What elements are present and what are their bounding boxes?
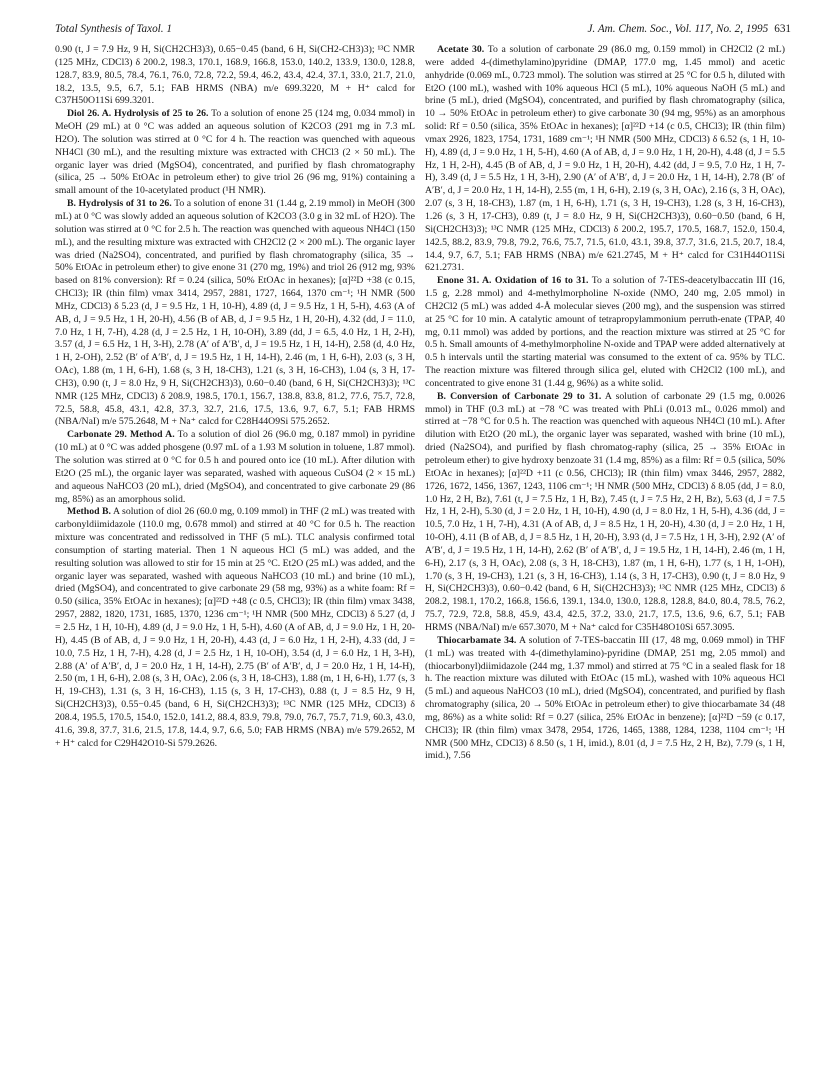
journal-reference: J. Am. Chem. Soc., Vol. 117, No. 2, 1995 <box>587 23 769 35</box>
paragraph <box>425 391 785 635</box>
paragraph-text: To a solution of 7-TES-deacetylbaccatin III (16, 1.5 g, 2.28 mmol) and 4-methylmorpholine N-oxide (NMO, 240 mg, 2.05 mmol) in CH2Cl2 (5 mL) was added 4-Å molecular sieves (200 mg), and the suspension was stirred at 25 °C for 10 min. A catalytic amount of tetrapropylammonium perruth-enate (TPAP, 40 mg, 0.11 mmol) was added by portions, and the reaction mixture was stirred at 25 °C for 0.5 h. Small amounts of 4-methylmorpholine N-oxide and TPAP were added alternatively at 0.5 h intervals until the starting material was consumed to the extent of ca. 95% by TLC. The reaction mixture was filtered through silica gel, eluted with CH2Cl2 (100 mL), and concentrated to give enone 31 (1.44 g, 96%) as a white solid. <box>425 275 785 389</box>
paragraph <box>55 198 415 429</box>
left-column <box>55 44 415 750</box>
paragraph-text: A solution of carbonate 29 (1.5 mg, 0.0026 mmol) in THF (0.3 mL) at −78 °C was treated with PhLi (0.013 mL, 0.026 mmol) and stirred at −78 °C for 0.5 h. The reaction was quenched with aqueous NH4Cl (10 mL). After dilution with Et2O (20 mL), the organic layer was separated, washed with brine (10 mL), dried (Na2SO4), and purified by flash chromatog-raphy (silica, 25 → 35% EtOAc in petroleum ether) to give hydroxy benzoate 31 (1.4 mg, 85%) as a film: Rf = 0.5 (silica, 50% EtOAc in hexanes); [α]²²D +11 (c 0.56, CHCl3); IR (thin film) νmax 3446, 2957, 2882, 1726, 1672, 1456, 1367, 1243, 1106 cm⁻¹; ¹H NMR (500 MHz, CDCl3) δ 8.05 (dd, J = 8.0, 1.0 Hz, 2 H, Bz), 7.61 (t, J = 7.5 Hz, 1 H, Bz), 7.45 (t, J = 7.5 Hz, 2 H, Bz), 5.63 (d, J = 7.5 Hz, 1 H, 2-H), 5.30 (d, J = 2.0 Hz, 1 H, 10-H), 4.90 (d, J = 8.0 Hz, 1 H, 5-H), 4.36 (dd, J = 10.5, 7.0 Hz, 1 H, 7-H), 4.31 (A of AB, d, J = 8.5 Hz, 1 H, 20-H), 4.30 (d, J = 2.0 Hz, 1 H, 10-OH), 4.11 (B of AB, d, J = 8.5 Hz, 1 H, 20-H), 3.93 (d, J = 7.5 Hz, 1 H, 3-H), 2.92 (A′ of A′B′, d, J = 19.5 Hz, 1 H, 14-H), 2.62 (B′ of A′B′, d, J = 19.5 Hz, 1 H, 14-H), 2.46 (m, 1 H, 6-H), 2.17 (s, 3 H, OAc), 2.08 (s, 3 H, 18-CH3), 1.87 (m, 1 H, 6-H), 1.77 (s, 1 H, 1-OH), 1.70 (s, 3 H, 19-CH3), 1.21 (s, 3 H, 16-CH3), 1.14 (s, 3 H, 17-CH3), 0.90 (t, J = 8.0 Hz, 9 H, Si(CH2CH3)3), 0.60−0.42 (band, 6 H, Si(CH2CH3)3); ¹³C NMR (125 MHz, CDCl3) δ 208.2, 198.1, 170.2, 166.8, 156.6, 139.1, 134.0, 130.0, 128.8, 128.8, 84.0, 80.4, 78.5, 76.2, 75.7, 72.9, 72.8, 58.8, 45.9, 43.4, 42.5, 37.2, 33.0, 21.7, 17.5, 13.6, 9.6, 6.7, 5.1; FAB HRMS (NBA/NaI) m/e 657.3070, M + Na⁺ calcd for C35H48O10Si 657.3095. <box>425 390 785 633</box>
paragraph <box>55 429 415 506</box>
paragraph-heading: Diol 26. A. Hydrolysis of 25 to 26. <box>67 108 209 120</box>
paragraph-heading: B. Hydrolysis of 31 to 26. <box>67 198 172 210</box>
page-header <box>55 21 791 37</box>
paragraph <box>425 44 785 275</box>
journal-citation <box>587 21 791 37</box>
right-column <box>425 44 785 763</box>
paragraph-heading: Acetate 30. <box>437 44 485 55</box>
paragraph-text: 0.90 (t, J = 7.9 Hz, 9 H, Si(CH2CH3)3), 0.65−0.45 (band, 6 H, Si(CH2-CH3)3); ¹³C NMR (125 MHz, CDCl3) δ 200.2, 198.3, 170.1, 168.9, 166.8, 153.0, 140.2, 133.9, 130.0, 128.8, 128.7, 83.9, 80.5, 78.4, 76.1, 76.0, 72.8, 72.2, 59.4, 46.2, 43.4, 42.4, 37.1, 33.0, 21.7, 21.0, 18.2, 13.5, 9.5, 6.7, 5.1; FAB HRMS (NBA) m/e 699.3220, M + H⁺ calcd for C37H50O11Si 699.3201. <box>55 44 415 107</box>
paragraph <box>55 506 415 750</box>
paragraph-heading: Method B. <box>67 506 111 518</box>
paragraph-text: To a solution of enone 25 (124 mg, 0.034 mmol) in MeOH (29 mL) at 0 °C was added an aqueous solution of K2CO3 (291 mg in 7.3 mL H2O). The solution was stirred at 0 °C for 4 h. The reaction was quenched with aqueous NH4Cl (30 mL), and the resulting mixture was extracted with CHCl3 (2 × 50 mL). The organic layer was dried (MgSO4), concentrated, and purified by flash chromatography (silica, 25 → 50% EtOAc in petroleum ether) to give triol 26 (96 mg, 91%) containing a small amount of the 10-acetylated product (¹H NMR). <box>55 108 415 197</box>
paragraph-text: To a solution of diol 26 (96.0 mg, 0.187 mmol) in pyridine (10 mL) at 0 °C was added phosgene (0.97 mL of a 1.93 M solution in toluene, 1.87 mmol). The solution was stirred at 0 °C for 0.5 h and poured onto ice (10 mL). After dilution with Et2O (25 mL), the organic layer was separated, washed with aqueous CuSO4 (2 × 15 mL) and aqueous NaHCO3 (20 mL), dried (MgSO4), and concentrated to give carbonate 29 (86 mg, 85%) as an amorphous solid. <box>55 429 416 505</box>
paragraph-text: To a solution of enone 31 (1.44 g, 2.19 mmol) in MeOH (300 mL) at 0 °C was slowly added an aqueous solution of K2CO3 (3.0 g in 32 mL of H2O). The solution was stirred at 0 °C for 2.5 h. The reaction was quenched with aqueous NH4Cl (150 mL), and the resulting mixture was extracted with CH2Cl2 (2 × 200 mL). The organic layer was dried (Na2SO4), concentrated, and purified by flash chromatography (silica, 35 → 50% EtOAc in petroleum ether) to give enone 31 (270 mg, 19%) and triol 26 (912 mg, 93% based on 81% conversion): Rf = 0.24 (silica, 50% EtOAc in hexanes); [α]²²D +38 (c 0.15, CHCl3); IR (thin film) νmax 3414, 2957, 2881, 1727, 1664, 1370 cm⁻¹; ¹H NMR (500 MHz, CDCl3) δ 5.23 (d, J = 9.5 Hz, 1 H, 10-H), 4.89 (d, J = 9.5 Hz, 1 H, 5-H), 4.63 (A of AB, d, J = 9.5 Hz, 1 H, 20-H), 4.56 (B of AB, d, J = 9.5 Hz, 1 H, 20-H), 4.32 (dd, J = 11.0, 7.0 Hz, 1 H, 7-H), 4.28 (d, J = 2.5 Hz, 1 H, 10-OH), 3.89 (dd, J = 6.5, 4.0 Hz, 1 H, 2-H), 3.57 (d, J = 6.5 Hz, 1 H, 3-H), 2.78 (A′ of A′B′, d, J = 19.5 Hz, 1 H, 14-H), 2.58 (d, 4.0 Hz, 1 H, 2-OH), 2.52 (B′ of A′B′, d, J = 19.5 Hz, 1 H, 14-H), 2.46 (m, 1 H, 6-H), 2.03 (s, 3 H, OAc), 1.88 (m, 1 H, 6-H), 1.68 (s, 3 H, 18-CH3), 1.21 (s, 3 H, 16-CH3), 1.04 (s, 3 H, 17-CH3), 0.90 (t, J = 8.0 Hz, 9 H, Si(CH2CH3)3), 0.60−0.40 (band, 6 H, Si(CH2CH3)3); ¹³C NMR (125 MHz, CDCl3) δ 208.9, 198.5, 170.1, 156.7, 138.8, 83.8, 81.2, 77.6, 75.7, 72.8, 72.5, 58.8, 45.8, 43.1, 42.8, 37.3, 32.7, 21.6, 17.5, 13.6, 9.7, 6.7, 5.1; FAB HRMS (NBA/NaI) m/e 575.2648, M + Na⁺ calcd for C28H44O9Si 575.2652. <box>55 198 415 428</box>
paragraph <box>55 108 415 198</box>
paragraph-text: A solution of diol 26 (60.0 mg, 0.109 mmol) in THF (2 mL) was treated with carbonyldiimidazole (110.0 mg, 0.678 mmol) and stirred at 40 °C for 0.5 h. The reaction mixture was concentrated and redissolved in THF (5 mL). TLC analysis confirmed total consumption of starting material. Then 1 N aqueous HCl (5 mL) was added, and the resulting solution was allowed to stir for 15 min at 25 °C. Et2O (25 mL) was added, and the organic layer was separated, washed with aqueous NaHCO3 (10 mL) and brine (10 mL), dried (MgSO4), and concentrated to give carbonate 29 (58 mg, 93%) as a white foam: Rf = 0.50 (silica, 35% EtOAc in hexanes); [α]²²D +48 (c 0.5, CHCl3); IR (thin film) νmax 3438, 2957, 2882, 1820, 1731, 1685, 1370, 1236 cm⁻¹; ¹H NMR (500 MHz, CDCl3) δ 5.27 (d, J = 2.5 Hz, 1 H, 10-H), 4.89 (d, J = 9.0 Hz, 1 H, 5-H), 4.60 (A of AB, d, J = 9.0 Hz, 1 H, 20-H), 4.45 (B of AB, d, J = 9.0 Hz, 1 H, 20-H), 4.43 (d, J = 6.0 Hz, 1 H, 2-H), 4.33 (dd, J = 10.0, 7.5 Hz, 1 H, 7-H), 4.28 (d, J = 2.5 Hz, 1 H, 10-OH), 3.54 (d, J = 6.0 Hz, 1 H, 3-H), 2.88 (A′ of A′B′, d, J = 20.0 Hz, 1 H, 14-H), 2.75 (B′ of A′B′, d, J = 20.0 Hz, 1 H, 14-H), 2.50 (m, 1 H, 6-H), 2.08 (s, 3 H, OAc), 2.06 (s, 3 H, 18-CH3), 1.88 (m, 1 H, 6-H), 1.77 (s, 3 H, 19-CH3), 1.31 (s, 3 H, 16-CH3), 1.15 (s, 3 H, 17-CH3), 0.88 (t, J = 8.5 Hz, 9 H, Si(CH2CH3)3), 0.55−0.45 (band, 6 H, Si(CH2CH3)3); ¹³C NMR (125 MHz, CDCl3) δ 208.4, 195.5, 170.5, 154.0, 152.0, 141.2, 88.4, 83.9, 79.8, 79.0, 76.7, 75.7, 71.9, 60.3, 43.0, 41.6, 39.8, 37.7, 31.6, 21.5, 17.8, 14.4, 9.7, 6.6, 5.0; FAB HRMS (NBA) m/e 579.2652, M + H⁺ calcd for C29H42O10-Si 579.2626. <box>55 506 416 749</box>
page-number: 631 <box>774 23 791 35</box>
paragraph-heading: Thiocarbamate 34. <box>437 634 517 646</box>
paragraph <box>425 635 785 763</box>
paragraph <box>425 275 785 391</box>
paragraph-heading: Enone 31. A. Oxidation of 16 to 31. <box>437 275 589 287</box>
paragraph-text: A solution of 7-TES-baccatin III (17, 48 mg, 0.069 mmol) in THF (1 mL) was treated with 4-(dimethylamino)-pyridine (DMAP, 251 mg, 2.05 mmol) and (thiocarbonyl)diimidazole (244 mg, 1.37 mmol) and stirred at 75 °C in a sealed flask for 18 h. The reaction mixture was diluted with EtOAc (15 mL), washed with 10% aqueous HCl (5 mL) and aqueous NaHCO3 (10 mL), dried (MgSO4), concentrated, and purified by flash chromatography (silica, 20 → 50% EtOAc in petroleum ether) to give thiocarbamate 34 (48 mg, 86%) as a white solid: Rf = 0.27 (silica, 25% EtOAc in benzene); [α]²²D −59 (c 0.17, CHCl3); IR (thin film) νmax 3478, 2954, 1726, 1465, 1388, 1284, 1238, 1104 cm⁻¹; ¹H NMR (500 MHz, CDCl3) δ 8.50 (s, 1 H, imid.), 8.01 (d, J = 7.5 Hz, 2 H, Bz), 7.79 (s, 1 H, imid.), 7.56 <box>425 634 785 762</box>
paragraph-heading: B. Conversion of Carbonate 29 to 31. <box>437 390 602 402</box>
paragraph <box>55 44 415 108</box>
paragraph-text: To a solution of carbonate 29 (86.0 mg, 0.159 mmol) in CH2Cl2 (2 mL) were added 4-(dimethylamino)pyridine (DMAP, 177.0 mg, 1.45 mmol) and acetic anhydride (0.069 mL, 0.723 mmol). The solution was stirred at 25 °C for 0.5 h, diluted with Et2O (100 mL), washed with 10% aqueous HCl (5 mL), 10% aqueous NaOH (5 mL) and brine (5 mL), dried (MgSO4), concentrated, and purified by flash chromatography (silica, 10 → 50% EtOAc in petroleum ether) to give carbonate 30 (94 mg, 95%) as an amorphous solid: Rf = 0.50 (silica, 35% EtOAc in hexanes); [α]²²D +14 (c 0.5, CHCl3); IR (thin film) νmax 2926, 1823, 1754, 1731, 1689 cm⁻¹; ¹H NMR (500 MHz, CDCl3) δ 6.52 (s, 1 H, 10-H), 4.89 (d, J = 9.0 Hz, 1 H, 5-H), 4.60 (A of AB, d, J = 9.0 Hz, 1 H, 20-H), 4.48 (d, J = 5.5 Hz, 1 H, 2-H), 4.45 (B of AB, d, J = 9.0 Hz, 1 H, 20-H), 4.42 (dd, J = 9.5, 7.0 Hz, 1 H, 7-H), 3.49 (d, J = 5.5 Hz, 1 H, 3-H), 2.90 (A′ of A′B′, d, J = 20.0 Hz, 1 H, 14-H), 2.78 (B′ of A′B′, d, J = 20.0 Hz, 1 H, 14-H), 2.55 (m, 1 H, 6-H), 2.19 (s, 3 H, OAc), 2.16 (s, 3 H, OAc), 2.07 (s, 3 H, 18-CH3), 1.87 (m, 1 H, 6-H), 1.71 (s, 3 H, 19-CH3), 1.28 (s, 3 H, 16-CH3), 1.26 (s, 3 H, 17-CH3), 0.89 (t, J = 8.0 Hz, 9 H, Si(CH2CH3)3), 0.60−0.50 (band, 6 H, Si(CH2CH3)3); ¹³C NMR (125 MHz, CDCl3) δ 200.2, 195.7, 170.5, 168.7, 152.0, 150.4, 142.5, 88.2, 83.9, 79.8, 79.2, 76.6, 75.7, 71.5, 61.0, 43.1, 39.8, 37.7, 31.6, 21.5, 20.7, 18.4, 14.4, 9.7, 6.7, 5.1; FAB HRMS (NBA) m/e 621.2745, M + H⁺ calcd for C31H44O11Si 621.2731. <box>425 44 785 274</box>
running-title: Total Synthesis of Taxol. 1 <box>55 23 172 35</box>
paragraph-heading: Carbonate 29. Method A. <box>67 429 175 441</box>
